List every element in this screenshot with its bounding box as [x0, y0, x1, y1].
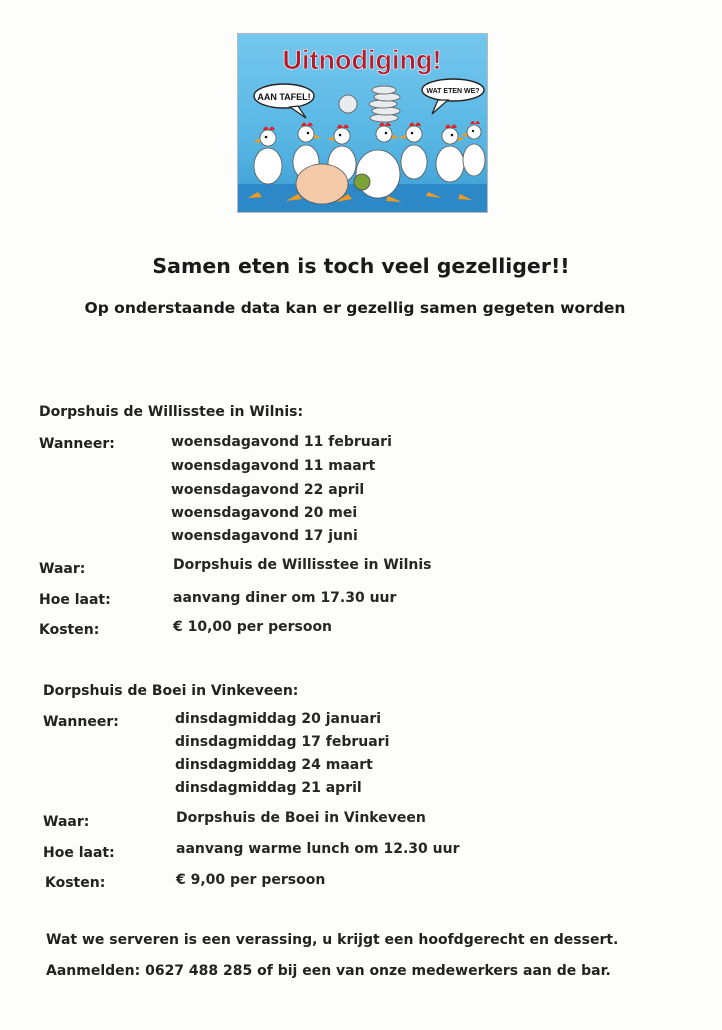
banner-title: Uitnodiging! — [282, 45, 442, 75]
when-label: Wanneer: — [39, 436, 115, 452]
time-value: aanvang diner om 17.30 uur — [173, 590, 397, 606]
date-item: woensdagavond 17 juni — [171, 528, 358, 544]
menu-note: Wat we serveren is een verassing, u krijgt een hoofdgerecht en dessert. — [46, 932, 619, 948]
date-item: woensdagavond 22 april — [171, 482, 365, 498]
where-label: Waar: — [39, 561, 86, 577]
date-item: dinsdagmiddag 20 januari — [175, 711, 382, 727]
date-item: woensdagavond 11 februari — [171, 434, 392, 450]
date-item: woensdagavond 20 mei — [171, 505, 358, 521]
bubble-right-text: WAT ETEN WE? — [426, 88, 480, 95]
date-item: woensdagavond 11 maart — [171, 458, 376, 474]
section-title-boei: Dorpshuis de Boei in Vinkeveen: — [43, 683, 299, 699]
bubble-left-text: AAN TAFEL! — [257, 92, 311, 102]
when-label: Wanneer: — [43, 714, 119, 730]
date-item: dinsdagmiddag 21 april — [175, 780, 362, 796]
cost-label: Kosten: — [39, 622, 100, 638]
cost-value: € 9,00 per persoon — [176, 872, 326, 888]
date-item: dinsdagmiddag 24 maart — [175, 757, 373, 773]
where-value: Dorpshuis de Willisstee in Wilnis — [173, 557, 432, 573]
page-title: Samen eten is toch veel gezelliger!! — [152, 254, 570, 278]
time-label: Hoe laat: — [43, 845, 115, 861]
invitation-banner — [237, 33, 488, 213]
chickens-illustration — [238, 34, 487, 212]
where-value: Dorpshuis de Boei in Vinkeveen — [176, 810, 426, 826]
cost-label: Kosten: — [45, 875, 106, 891]
where-label: Waar: — [43, 814, 90, 830]
time-value: aanvang warme lunch om 12.30 uur — [176, 841, 460, 857]
time-label: Hoe laat: — [39, 592, 111, 608]
date-item: dinsdagmiddag 17 februari — [175, 734, 390, 750]
cost-value: € 10,00 per persoon — [173, 619, 333, 635]
signup-info: Aanmelden: 0627 488 285 of bij een van onze medewerkers aan de bar. — [46, 963, 611, 979]
flying-plate — [339, 95, 357, 113]
page-subtitle: Op onderstaande data kan er gezellig samen gegeten worden — [84, 299, 626, 317]
plates-stack — [369, 86, 400, 122]
section-title-willisstee: Dorpshuis de Willisstee in Wilnis: — [39, 404, 304, 420]
